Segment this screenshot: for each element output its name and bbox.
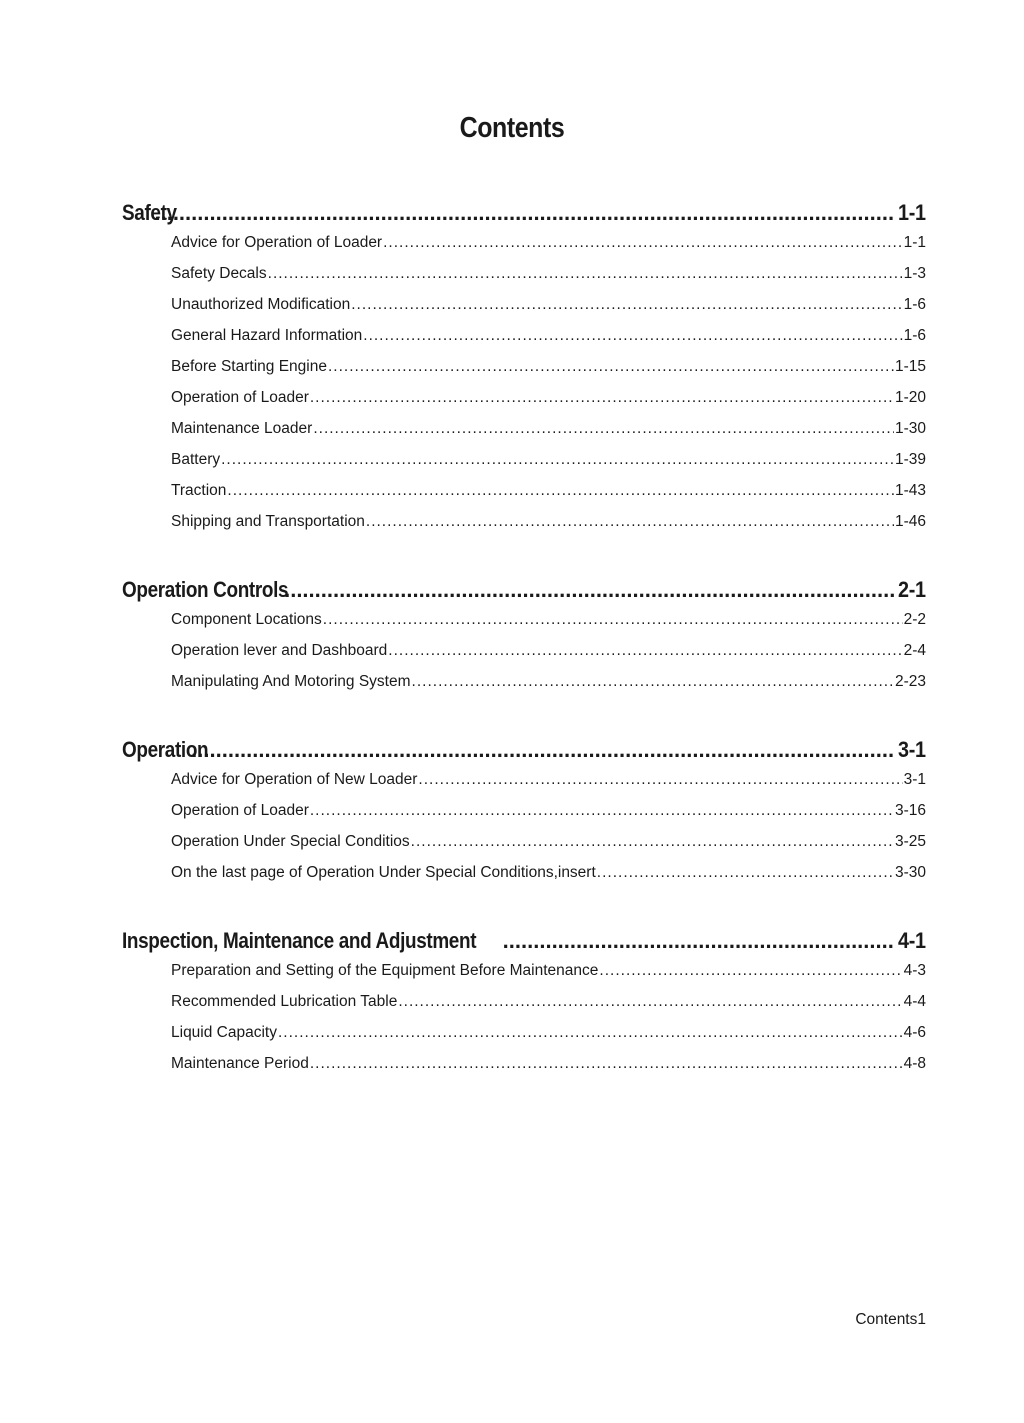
toc-entry-page: 1-6 — [903, 296, 926, 313]
toc-heading-page: 2-1 — [898, 577, 926, 602]
toc-entry[interactable] — [171, 389, 926, 420]
toc-entry[interactable] — [171, 234, 926, 265]
toc-entry-label: Liquid Capacity — [171, 1024, 277, 1041]
dot-leader — [366, 513, 894, 531]
toc-heading[interactable] — [122, 928, 926, 962]
dot-leader — [418, 771, 902, 789]
toc-entry-label: Maintenance Loader — [171, 420, 313, 437]
toc-entry[interactable] — [171, 771, 926, 802]
toc-entry-page: 1-30 — [894, 420, 926, 437]
toc-entry-label: Operation Under Special Conditios — [171, 833, 410, 850]
toc-heading[interactable] — [122, 577, 926, 611]
dot-leader — [363, 327, 902, 345]
toc-heading[interactable] — [122, 200, 926, 234]
page-footer: Contents1 — [855, 1311, 926, 1328]
dot-leader — [227, 482, 894, 500]
toc-entry-label: On the last page of Operation Under Special Conditions,insert — [171, 864, 596, 881]
toc-entry[interactable] — [171, 296, 926, 327]
toc-heading-page: 4-1 — [898, 928, 926, 953]
toc-entry-page: 3-30 — [894, 864, 926, 881]
toc-entry[interactable] — [171, 513, 926, 544]
toc-entry[interactable] — [171, 482, 926, 513]
dot-leader — [351, 296, 902, 314]
toc-entry-label: Operation of Loader — [171, 802, 309, 819]
dot-leader — [323, 611, 903, 629]
toc-entry[interactable] — [171, 833, 926, 864]
toc-entry-page: 4-8 — [903, 1055, 926, 1072]
dot-leader — [310, 1055, 903, 1073]
toc-section-operation — [122, 737, 926, 895]
dot-leader — [597, 864, 894, 882]
toc-entry-page: 1-15 — [894, 358, 926, 375]
dot-leader — [191, 737, 894, 763]
dot-leader — [412, 673, 894, 691]
toc-heading-text: Operation Controls — [122, 577, 289, 602]
toc-entry-label: Before Starting Engine — [171, 358, 327, 375]
dot-leader — [221, 451, 894, 469]
toc-entry-label: Traction — [171, 482, 227, 499]
toc-entry-label: Operation of Loader — [171, 389, 309, 406]
toc-entry[interactable] — [171, 611, 926, 642]
toc-entry-page: 1-39 — [894, 451, 926, 468]
toc-entry-page: 2-4 — [903, 642, 926, 659]
toc-entry[interactable] — [171, 451, 926, 482]
toc-heading-text: Operation — [122, 737, 209, 762]
toc-entry-page: 4-3 — [903, 962, 926, 979]
dot-leader — [328, 358, 894, 376]
toc-heading-page: 3-1 — [898, 737, 926, 762]
dot-leader — [383, 234, 902, 252]
toc-entry-page: 1-1 — [903, 234, 926, 251]
dot-leader — [284, 577, 894, 603]
toc-entry[interactable] — [171, 642, 926, 673]
toc-entry[interactable] — [171, 265, 926, 296]
toc-section-inspection-maintenance — [122, 928, 926, 1086]
toc-entry-label: Operation lever and Dashboard — [171, 642, 388, 659]
toc-entry-label: Unauthorized Modification — [171, 296, 351, 313]
toc-entry-label: Manipulating And Motoring System — [171, 673, 411, 690]
toc-entry-label: Recommended Lubrication Table — [171, 993, 398, 1010]
dot-leader — [310, 802, 894, 820]
dot-leader — [313, 420, 894, 438]
dot-leader — [503, 928, 895, 954]
toc-entry-label: Advice for Operation of New Loader — [171, 771, 418, 788]
dot-leader — [411, 833, 894, 851]
toc-entry-label: General Hazard Information — [171, 327, 363, 344]
page-title: Contents — [459, 112, 565, 144]
toc-entry-page: 2-23 — [894, 673, 926, 690]
toc-entry-page: 4-4 — [903, 993, 926, 1010]
toc-entry-page: 1-6 — [903, 327, 926, 344]
toc-entry-page: 2-2 — [903, 611, 926, 628]
toc-entry-page: 1-3 — [903, 265, 926, 282]
toc-entry-page: 3-1 — [903, 771, 926, 788]
toc-entry-label: Battery — [171, 451, 221, 468]
dot-leader — [268, 265, 903, 283]
toc-entry-label: Advice for Operation of Loader — [171, 234, 383, 251]
dot-leader — [388, 642, 902, 660]
toc-entry[interactable] — [171, 358, 926, 389]
toc-entry[interactable] — [171, 420, 926, 451]
toc-entry-page: 4-6 — [903, 1024, 926, 1041]
dot-leader — [278, 1024, 903, 1042]
toc-entry[interactable] — [171, 1055, 926, 1086]
toc-entry-page: 1-43 — [894, 482, 926, 499]
dot-leader — [599, 962, 902, 980]
toc-entry-page: 1-46 — [894, 513, 926, 530]
toc-entry[interactable] — [171, 327, 926, 358]
toc-entry-label: Shipping and Transportation — [171, 513, 365, 530]
toc-entry[interactable] — [171, 962, 926, 993]
toc-entry[interactable] — [171, 993, 926, 1024]
toc-entry-label: Safety Decals — [171, 265, 267, 282]
toc-section-safety — [122, 200, 926, 544]
toc-entry[interactable] — [171, 673, 926, 704]
toc-entry-page: 1-20 — [894, 389, 926, 406]
toc-heading[interactable] — [122, 737, 926, 771]
dot-leader — [398, 993, 902, 1011]
toc-entry-label: Preparation and Setting of the Equipment Before Maintenance — [171, 962, 599, 979]
dot-leader — [310, 389, 894, 407]
toc-entry[interactable] — [171, 802, 926, 833]
toc-entry-label: Maintenance Period — [171, 1055, 309, 1072]
toc-entry[interactable] — [171, 864, 926, 895]
toc-entry-page: 3-25 — [894, 833, 926, 850]
toc-heading-page: 1-1 — [898, 200, 926, 225]
toc-section-operation-controls — [122, 577, 926, 704]
toc-entry[interactable] — [171, 1024, 926, 1055]
toc-entry-label: Component Locations — [171, 611, 322, 628]
toc-heading-text: Inspection, Maintenance and Adjustment — [122, 928, 477, 953]
dot-leader — [154, 200, 894, 226]
toc-heading-text: Safety — [122, 200, 177, 225]
toc-entry-page: 3-16 — [894, 802, 926, 819]
